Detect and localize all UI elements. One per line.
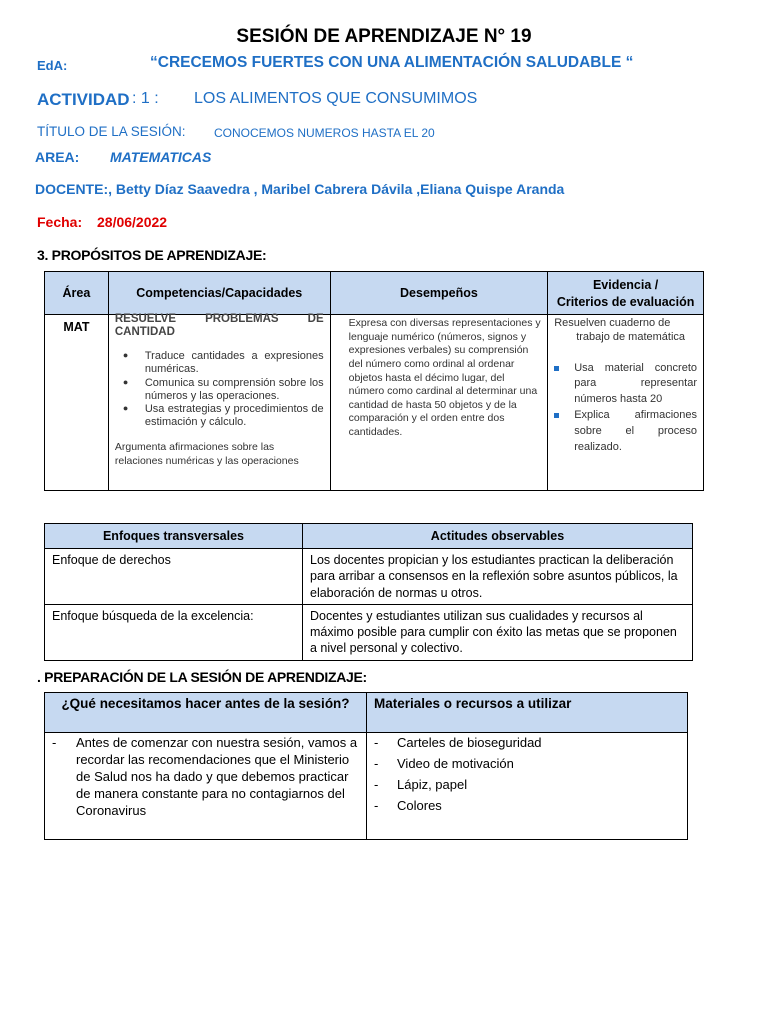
list-item (374, 735, 680, 752)
actividad-number: : 1 : (132, 90, 159, 107)
list-item (554, 361, 697, 409)
criterio-text: Usa material concreto para representar números hasta 20 (574, 361, 697, 406)
material-text: Lápiz, papel (397, 776, 468, 792)
bullet-icon: ● (122, 376, 129, 387)
fecha-value: 28/06/2022 (97, 214, 168, 230)
propositos-table (44, 271, 704, 491)
capacidad-text: Usa estrategias y procedimientos de estimación y cálculo. (144, 403, 324, 429)
evidencia-cell (548, 315, 704, 491)
competencia-title-2: CANTIDAD (114, 325, 175, 338)
fecha-label: Fecha: (37, 214, 83, 230)
header-competencias: Competencias/Capacidades (108, 272, 330, 315)
header-actitudes: Actitudes observables (303, 524, 693, 549)
actitud-cell: Los docentes propician y los estudiantes practican la deliberación para arribar a consensos en la reflexión sobre asuntos públicos, la elaboración de normas u otros. (303, 549, 693, 605)
material-text: Video de motivación (397, 755, 514, 771)
bullet-icon: ● (122, 350, 129, 361)
docente-line: DOCENTE:, Betty Díaz Saavedra , Maribel Cabrera Dávila ,Eliana Quispe Aranda (35, 181, 565, 197)
table-row (45, 733, 688, 840)
evidencia-line1: Resuelven cuaderno de (554, 317, 671, 329)
dash-bullet: - (374, 755, 379, 771)
enfoques-header-row (45, 524, 693, 549)
square-bullet-icon (554, 413, 559, 418)
eda-label: EdA: (37, 58, 68, 73)
material-text: Carteles de bioseguridad (397, 735, 542, 750)
competencia-cell (108, 315, 330, 491)
preparacion-table (44, 692, 688, 840)
header-desempenos: Desempeños (330, 272, 548, 315)
dash-bullet: - (374, 735, 379, 750)
list-item (554, 408, 697, 456)
actividad-value: LOS ALIMENTOS QUE CONSUMIMOS (194, 90, 478, 107)
desempeno-cell: Expresa con diversas representaciones y lenguaje numérico (números, signos y expresiones verbales) su comprensión del número como ordinal al ordenar objetos hasta el décimo lugar, del número como cardinal al determinar una cantidad de hasta 50 objetos y de la comparación y el orden entre dos cantidades. (330, 315, 548, 491)
eda-value: “CRECEMOS FUERTES CON UNA ALIMENTACIÓN SALUDABLE “ (150, 54, 634, 71)
header-antes: ¿Qué necesitamos hacer antes de la sesión? (45, 693, 367, 733)
enfoques-table (44, 523, 693, 661)
propositos-header-row (45, 272, 704, 315)
page-title: SESIÓN DE APRENDIZAJE N° 19 (236, 26, 532, 47)
list-item (52, 735, 359, 819)
titulo-sesion-label: TÍTULO DE LA SESIÓN: (37, 124, 186, 139)
list-item (115, 403, 324, 429)
actividad-label: ACTIVIDAD (37, 90, 130, 109)
bullet-icon: ● (122, 403, 129, 414)
table-row (45, 549, 693, 605)
capacidades-list (115, 350, 324, 429)
area-value: MATEMATICAS (110, 149, 212, 165)
list-item (115, 350, 324, 376)
antes-cell (45, 733, 367, 840)
propositos-title: 3. PROPÓSITOS DE APRENDIZAJE: (37, 247, 267, 263)
dash-bullet: - (52, 735, 57, 750)
header-evidencia-line1: Evidencia / (592, 277, 659, 292)
header-evidencia (548, 272, 704, 315)
actitud-cell: Docentes y estudiantes utilizan sus cualidades y recursos al máximo posible para cumplir con éxito las metas que se proponen a nivel personal y colectivo. (303, 604, 693, 660)
preparacion-title: . PREPARACIÓN DE LA SESIÓN DE APRENDIZAJE: (37, 669, 367, 685)
competencia-title-1: RESUELVE PROBLEMAS DE (114, 313, 324, 325)
header-area: Área (45, 272, 109, 315)
titulo-sesion-value: CONOCEMOS NUMEROS HASTA EL 20 (214, 126, 435, 140)
propositos-row (45, 315, 704, 491)
preparacion-header-row (45, 693, 688, 733)
capacidad-text: Comunica su comprensión sobre los números y las operaciones. (144, 376, 324, 402)
capacidad-extra: Argumenta afirmaciones sobre las relaciones numéricas y las operaciones (114, 441, 299, 468)
square-bullet-icon (554, 366, 559, 371)
dash-bullet: - (374, 797, 379, 813)
list-item (115, 377, 324, 403)
evidencia-text (554, 317, 697, 345)
materiales-cell (367, 733, 688, 840)
list-item (374, 756, 680, 773)
area-label: AREA: (35, 149, 80, 165)
evidencia-line2: trabajo de matemática (576, 330, 686, 343)
criterio-text: Explica afirmaciones sobre el proceso realizado. (574, 409, 697, 454)
list-item (374, 777, 680, 794)
antes-text: Antes de comenzar con nuestra sesión, vamos a recordar las recomendaciones que el Ministerio de Salud nos ha dado y que debemos practicar de manera constante para no contagiarnos del Coronavirus (76, 735, 358, 818)
header-materiales: Materiales o recursos a utilizar (367, 693, 688, 733)
header-enfoques: Enfoques transversales (45, 524, 303, 549)
table-row (45, 604, 693, 660)
criterios-list (554, 361, 697, 457)
enfoque-cell: Enfoque de derechos (45, 549, 303, 605)
header-evidencia-line2: Criterios de evaluación (556, 294, 695, 309)
dash-bullet: - (374, 776, 379, 792)
area-cell: MAT (45, 315, 109, 491)
material-text: Colores (397, 797, 442, 813)
list-item (374, 798, 680, 815)
enfoque-cell: Enfoque búsqueda de la excelencia: (45, 604, 303, 660)
capacidad-text: Traduce cantidades a expresiones numéricas. (144, 350, 324, 376)
